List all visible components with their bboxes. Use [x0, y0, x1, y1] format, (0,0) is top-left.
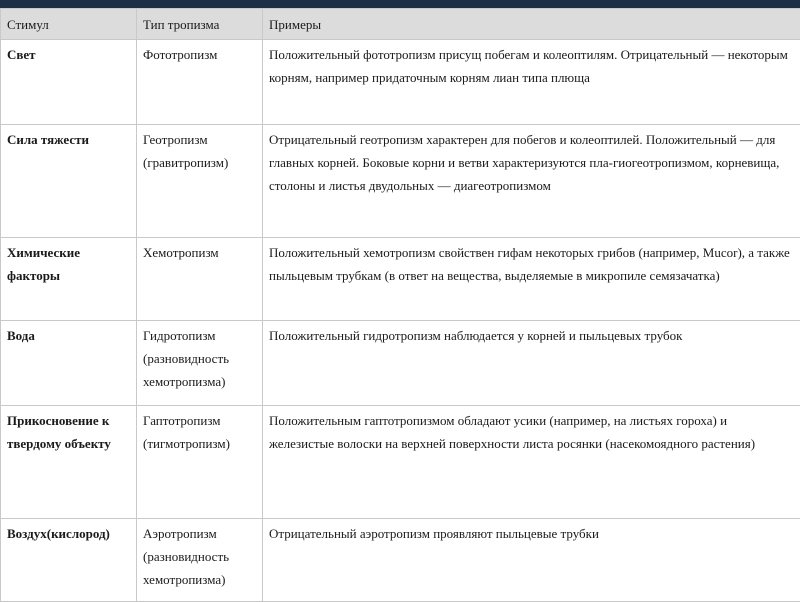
cell-example: Отрицательный геотропизм характерен для побегов и колеоптилей. Положительный — для главных корней. Боковые корни и ветви характеризуются пла-гиогеотропизмом, корневища, столоны и листья двудольных — диагеотропизмом [263, 125, 800, 238]
cell-stimulus: Воздух(кислород) [1, 519, 137, 602]
cell-example: Положительный фототропизм присущ побегам и колеоптилям. Отрицательный — некоторым корням, например придаточным корням лиан типа плюща [263, 40, 800, 125]
cell-stimulus: Сила тяжести [1, 125, 137, 238]
table-row [1, 406, 800, 519]
header-examples: Примеры [263, 9, 800, 40]
header-row [1, 9, 800, 40]
cell-type: Гидротопизм (разновидность хемотропизма) [137, 321, 263, 406]
cell-type: Гаптотропизм (тигмотропизм) [137, 406, 263, 519]
cell-type: Фототропизм [137, 40, 263, 125]
cell-example: Отрицательный аэротропизм проявляют пыльцевые трубки [263, 519, 800, 602]
cell-stimulus: Вода [1, 321, 137, 406]
header-type: Тип тропизма [137, 9, 263, 40]
cell-example: Положительный хемотропизм свойствен гифам некоторых грибов (например, Mucor), а также пыльцевым трубкам (в ответ на вещества, выделяемые в микропиле семязачатка) [263, 238, 800, 321]
cell-stimulus: Свет [1, 40, 137, 125]
table-row [1, 238, 800, 321]
table-row [1, 321, 800, 406]
header-stimulus: Стимул [1, 9, 137, 40]
tropism-table [0, 8, 800, 602]
table-row [1, 519, 800, 602]
cell-stimulus: Химические факторы [1, 238, 137, 321]
cell-stimulus: Прикосновение к твердому объекту [1, 406, 137, 519]
cell-type: Хемотропизм [137, 238, 263, 321]
top-bar [0, 0, 800, 8]
cell-type: Аэротропизм (разновидность хемотропизма) [137, 519, 263, 602]
cell-type: Геотропизм (гравитропизм) [137, 125, 263, 238]
table-row [1, 40, 800, 125]
cell-example: Положительный гидротропизм наблюдается у корней и пыльцевых трубок [263, 321, 800, 406]
cell-example: Положительным гаптотропизмом обладают усики (например, на листьях гороха) и железистые волоски на верхней поверхности листа росянки (насекомоядного растения) [263, 406, 800, 519]
table-row [1, 125, 800, 238]
